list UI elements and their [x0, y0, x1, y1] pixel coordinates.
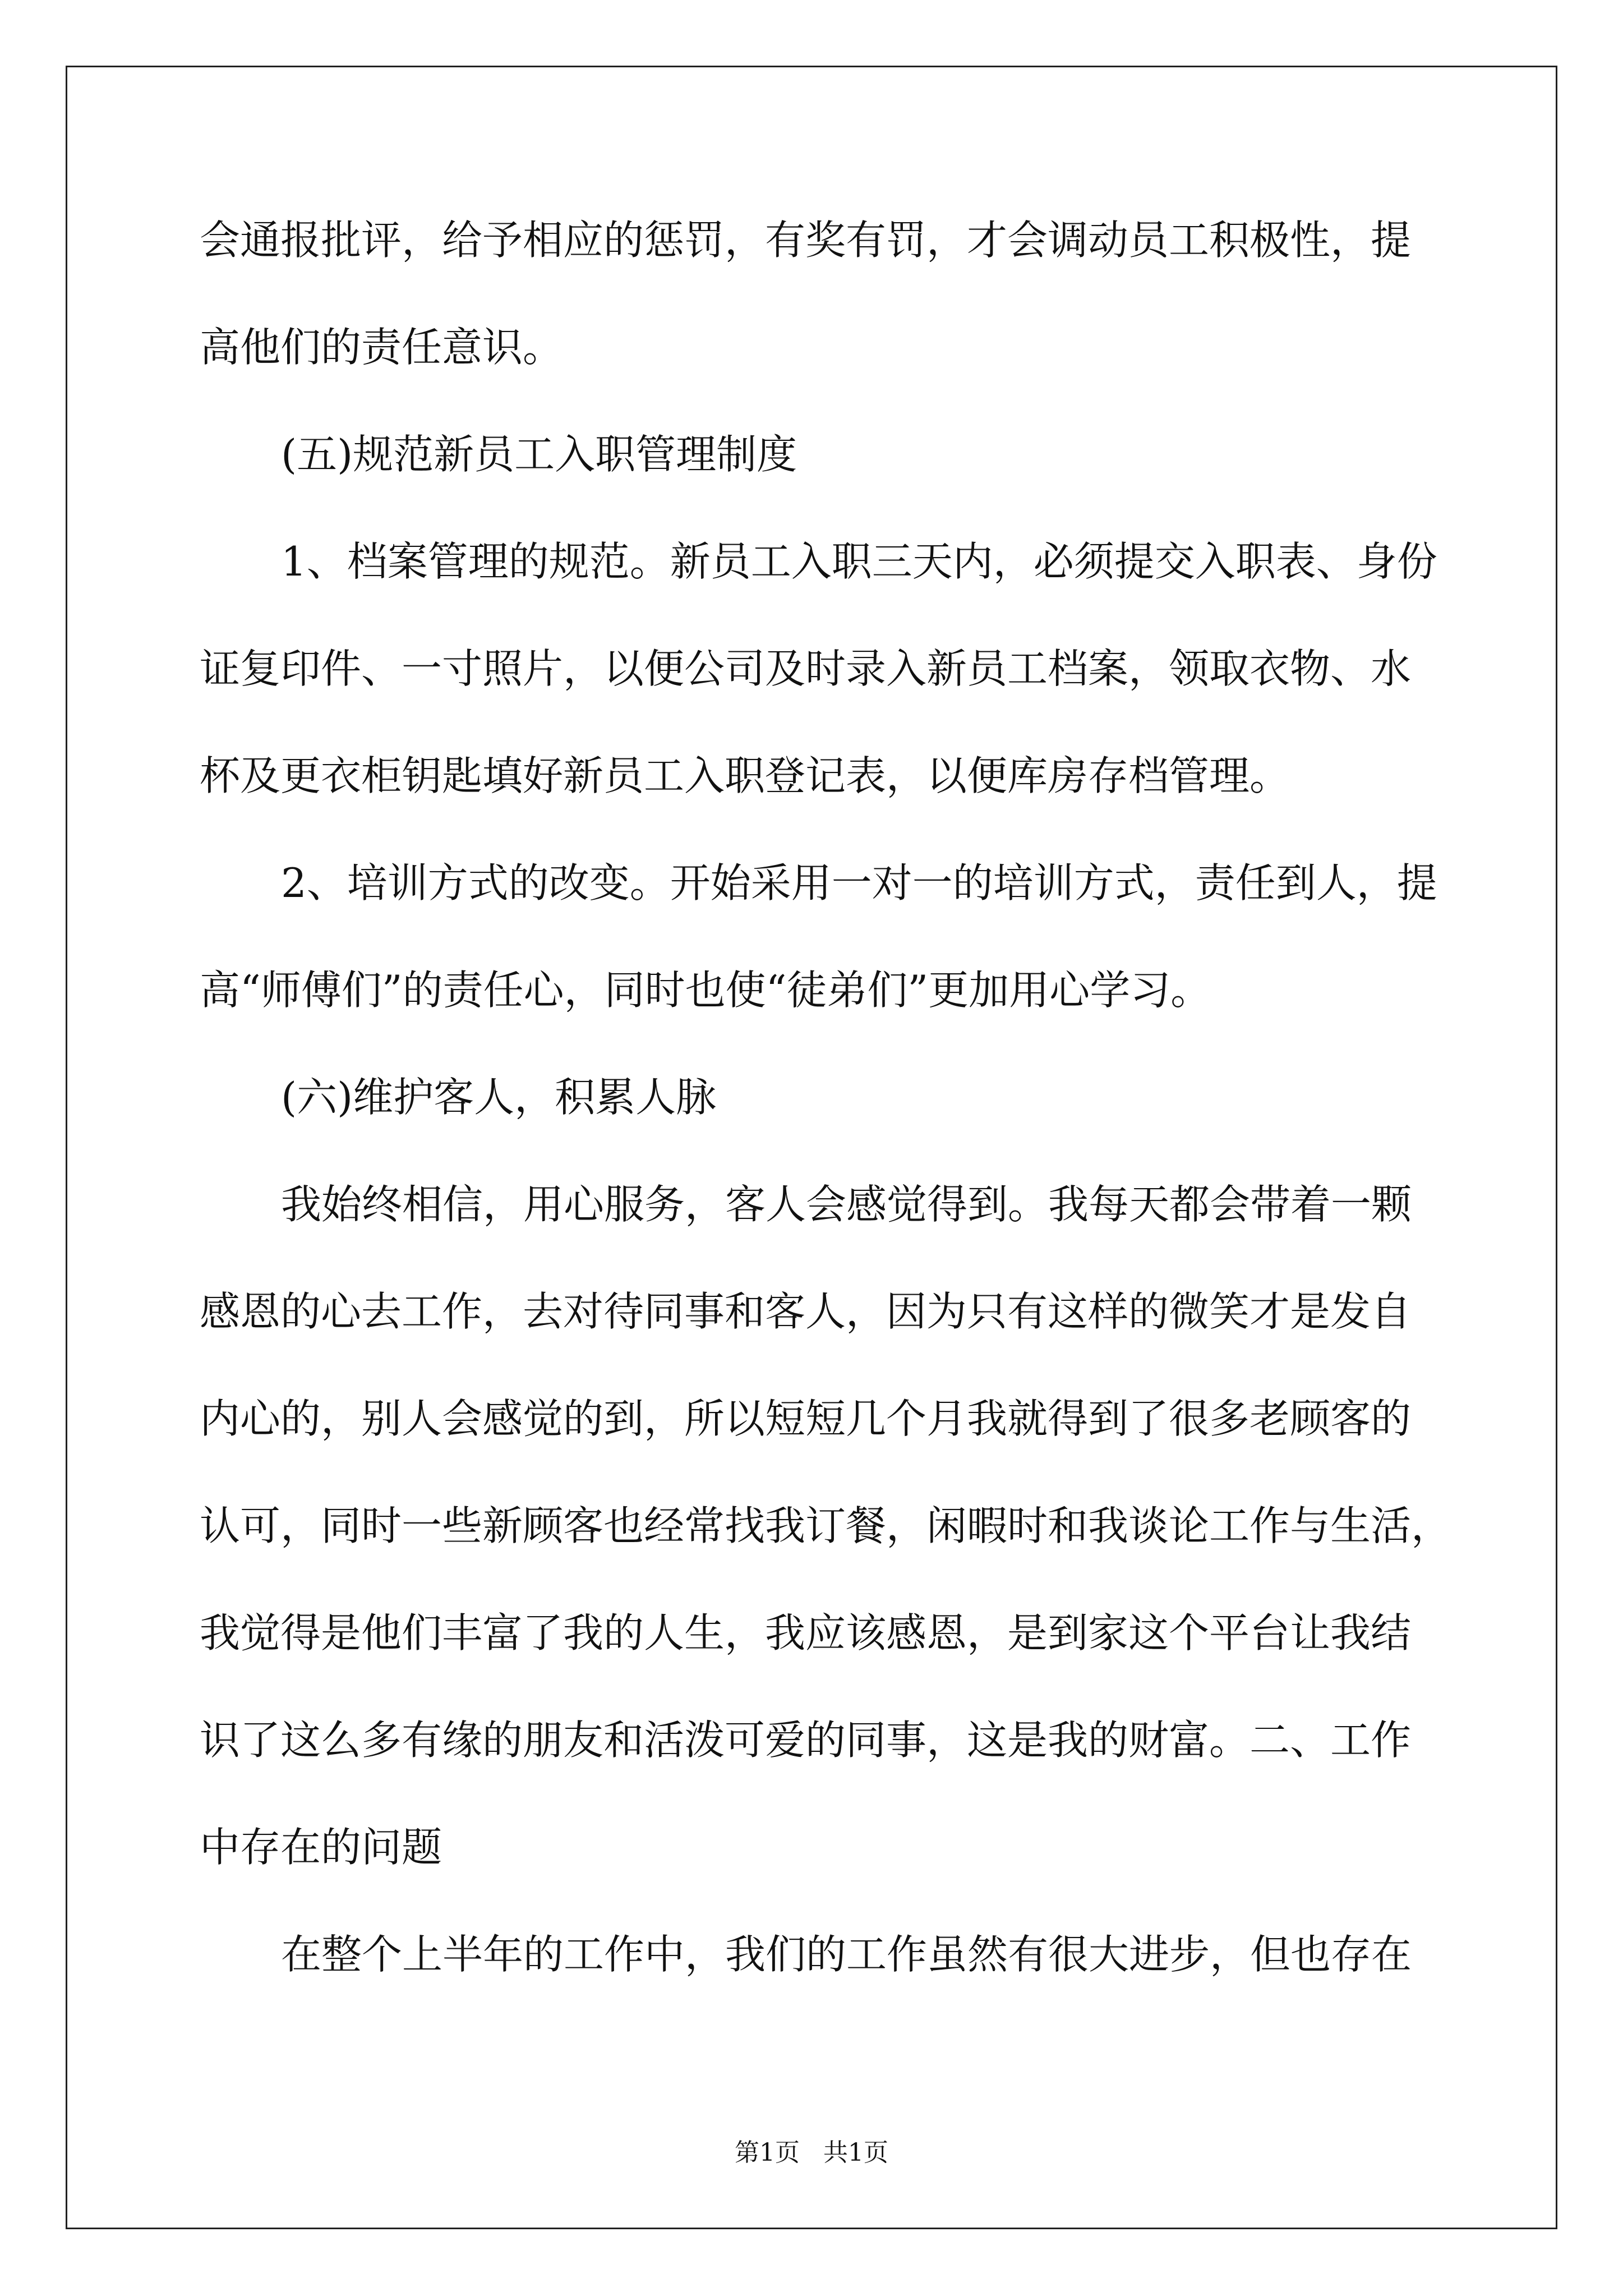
paragraph-customer-service — [200, 1177, 1452, 1874]
text-line: 感恩的心去工作，去对待同事和客人，因为只有这样的微笑才是发自 — [200, 1288, 1412, 1335]
text-line: 证复印件、一寸照片，以便公司及时录入新员工档案，领取衣物、水 — [200, 645, 1412, 692]
text-line: 内心的，别人会感觉的到，所以短短几个月我就得到了很多老顾客的 — [200, 1395, 1412, 1442]
text-line: 会通报批评，给予相应的惩罚，有奖有罚，才会调动员工积极性，提 — [200, 217, 1412, 264]
paragraph-archive-management — [200, 535, 1437, 803]
text-line: 2、培训方式的改变。开始采用一对一的培训方式，责任到人，提 — [281, 859, 1437, 907]
text-line: 1、档案管理的规范。新员工入职三天内，必须提交入职表、身份 — [281, 538, 1437, 585]
text-line: 杯及更衣柜钥匙填好新员工入职登记表，以便库房存档管理。 — [200, 752, 1290, 799]
text-line: 高“师傅们”的责任心，同时也使“徒弟们”更加用心学习。 — [200, 967, 1211, 1014]
text-line: 识了这么多有缘的朋友和活泼可爱的同事，这是我的财富。二、工作 — [200, 1717, 1412, 1764]
text-line: 我始终相信，用心服务，客人会感觉得到。我每天都会带着一颗 — [281, 1181, 1412, 1228]
text-line: 认可，同时一些新顾客也经常找我订餐，闲暇时和我谈论工作与生活， — [200, 1502, 1452, 1549]
page-number-footer: 第1页 共1页 — [735, 2138, 888, 2167]
paragraph-problems — [200, 1927, 1428, 1981]
text-line: 在整个上半年的工作中，我们的工作虽然有很大进步，但也存在 — [281, 1931, 1412, 1978]
text-line: 高他们的责任意识。 — [200, 324, 564, 371]
paragraph-1 — [200, 213, 1428, 374]
text-line: 我觉得是他们丰富了我的人生，我应该感恩，是到家这个平台让我结 — [200, 1609, 1412, 1657]
heading-line: (五)规范新员工入职管理制度 — [281, 431, 797, 478]
heading-line: (六)维护客人，积累人脉 — [281, 1074, 717, 1121]
text-line: 中存在的问题 — [200, 1824, 442, 1871]
paragraph-training-method — [200, 856, 1437, 1017]
section-heading-5 — [200, 427, 1428, 481]
section-heading-6 — [200, 1070, 1428, 1124]
document-body — [200, 213, 1452, 1981]
